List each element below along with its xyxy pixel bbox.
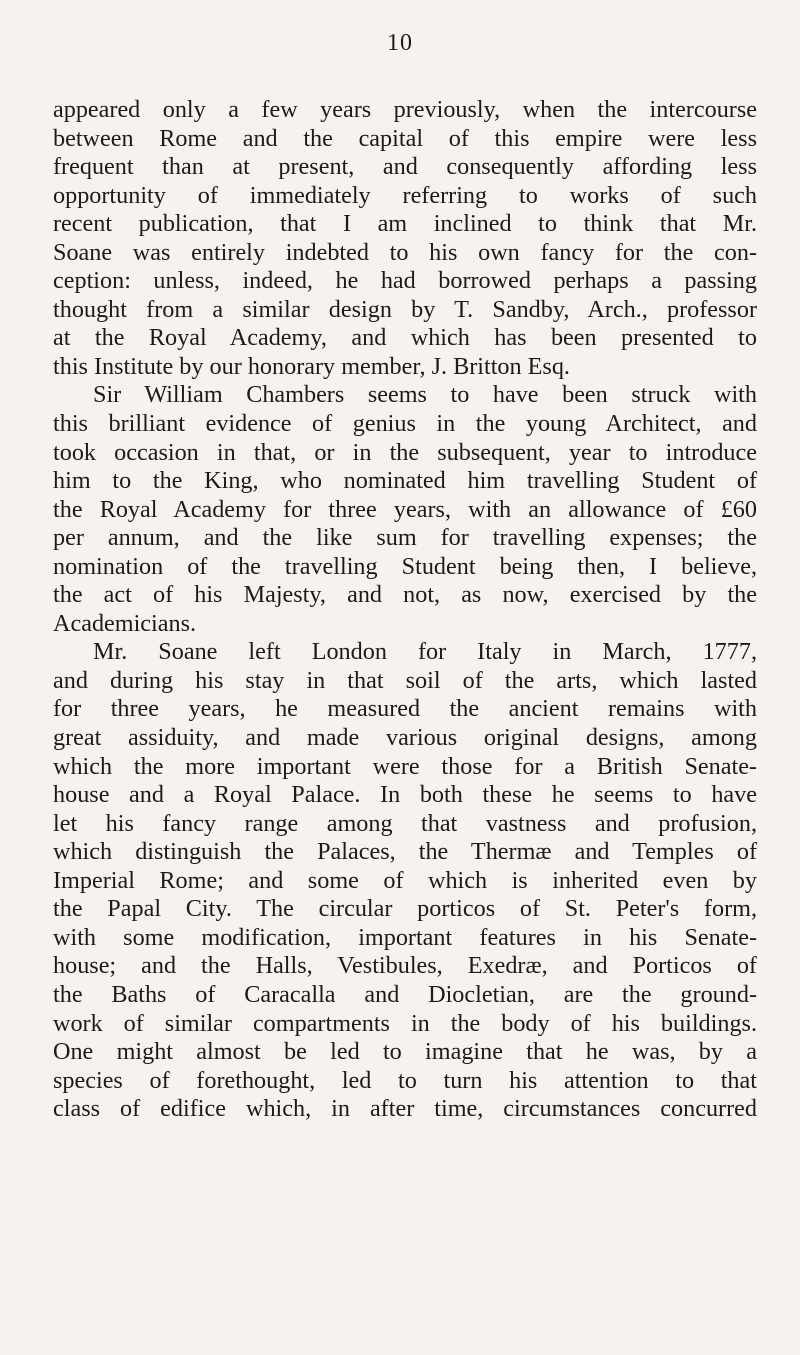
text-line: at the Royal Academy, and which has been presented to [53, 324, 757, 352]
text-line: recent publication, that I am inclined to think that Mr. [53, 210, 757, 238]
text-line: frequent than at present, and consequently affording less [53, 153, 757, 181]
text-line: the Baths of Caracalla and Diocletian, are the ground- [53, 980, 757, 1008]
text-line: nomination of the travelling Student being then, I believe, [53, 552, 757, 580]
text-line: ception: unless, indeed, he had borrowed perhaps a passing [53, 267, 757, 295]
text-line: house; and the Halls, Vestibules, Exedræ, and Porticos of [53, 952, 757, 980]
text-line: One might almost be led to imagine that he was, by a [53, 1038, 757, 1066]
text-line: the act of his Majesty, and not, as now, exercised by the [53, 581, 757, 609]
text-line: let his fancy range among that vastness and profusion, [53, 809, 757, 837]
text-line: between Rome and the capital of this empire were less [53, 124, 757, 152]
text-line: house and a Royal Palace. In both these he seems to have [53, 781, 757, 809]
text-line: the Papal City. The circular porticos of St. Peter's form, [53, 895, 757, 923]
text-line: great assiduity, and made various original designs, among [53, 724, 757, 752]
page-number: 10 [387, 30, 413, 56]
text-line: which the more important were those for a British Senate- [53, 752, 757, 780]
text-line: per annum, and the like sum for travelling expenses; the [53, 524, 757, 552]
text-line: which distinguish the Palaces, the Thermæ and Temples of [53, 838, 757, 866]
text-line: Soane was entirely indebted to his own fancy for the con- [53, 238, 757, 266]
text-line: the Royal Academy for three years, with an allowance of £60 [53, 495, 757, 523]
text-line: this brilliant evidence of genius in the young Architect, and [53, 410, 757, 438]
text-line: with some modification, important features in his Senate- [53, 923, 757, 951]
text-line: Mr. Soane left London for Italy in March, 1777, [93, 638, 757, 666]
text-line: took occasion in that, or in the subsequent, year to introduce [53, 438, 757, 466]
text-line: and during his stay in that soil of the arts, which lasted [53, 666, 757, 694]
text-line: species of forethought, led to turn his attention to that [53, 1066, 757, 1094]
text-line: Sir William Chambers seems to have been struck with [93, 381, 757, 409]
text-line: this Institute by our honorary member, J. Britton Esq. [53, 352, 570, 380]
text-line: opportunity of immediately referring to works of such [53, 181, 757, 209]
text-line: Imperial Rome; and some of which is inherited even by [53, 866, 757, 894]
text-line: him to the King, who nominated him travelling Student of [53, 467, 757, 495]
text-line: thought from a similar design by T. Sandby, Arch., professor [53, 295, 757, 323]
text-line: for three years, he measured the ancient remains with [53, 695, 757, 723]
text-line: work of similar compartments in the body of his buildings. [53, 1009, 757, 1037]
body-text [53, 96, 757, 1124]
text-line: Academicians. [53, 609, 197, 637]
text-line: appeared only a few years previously, when the intercourse [53, 96, 757, 123]
text-line: class of edifice which, in after time, circumstances concurred [53, 1095, 757, 1123]
